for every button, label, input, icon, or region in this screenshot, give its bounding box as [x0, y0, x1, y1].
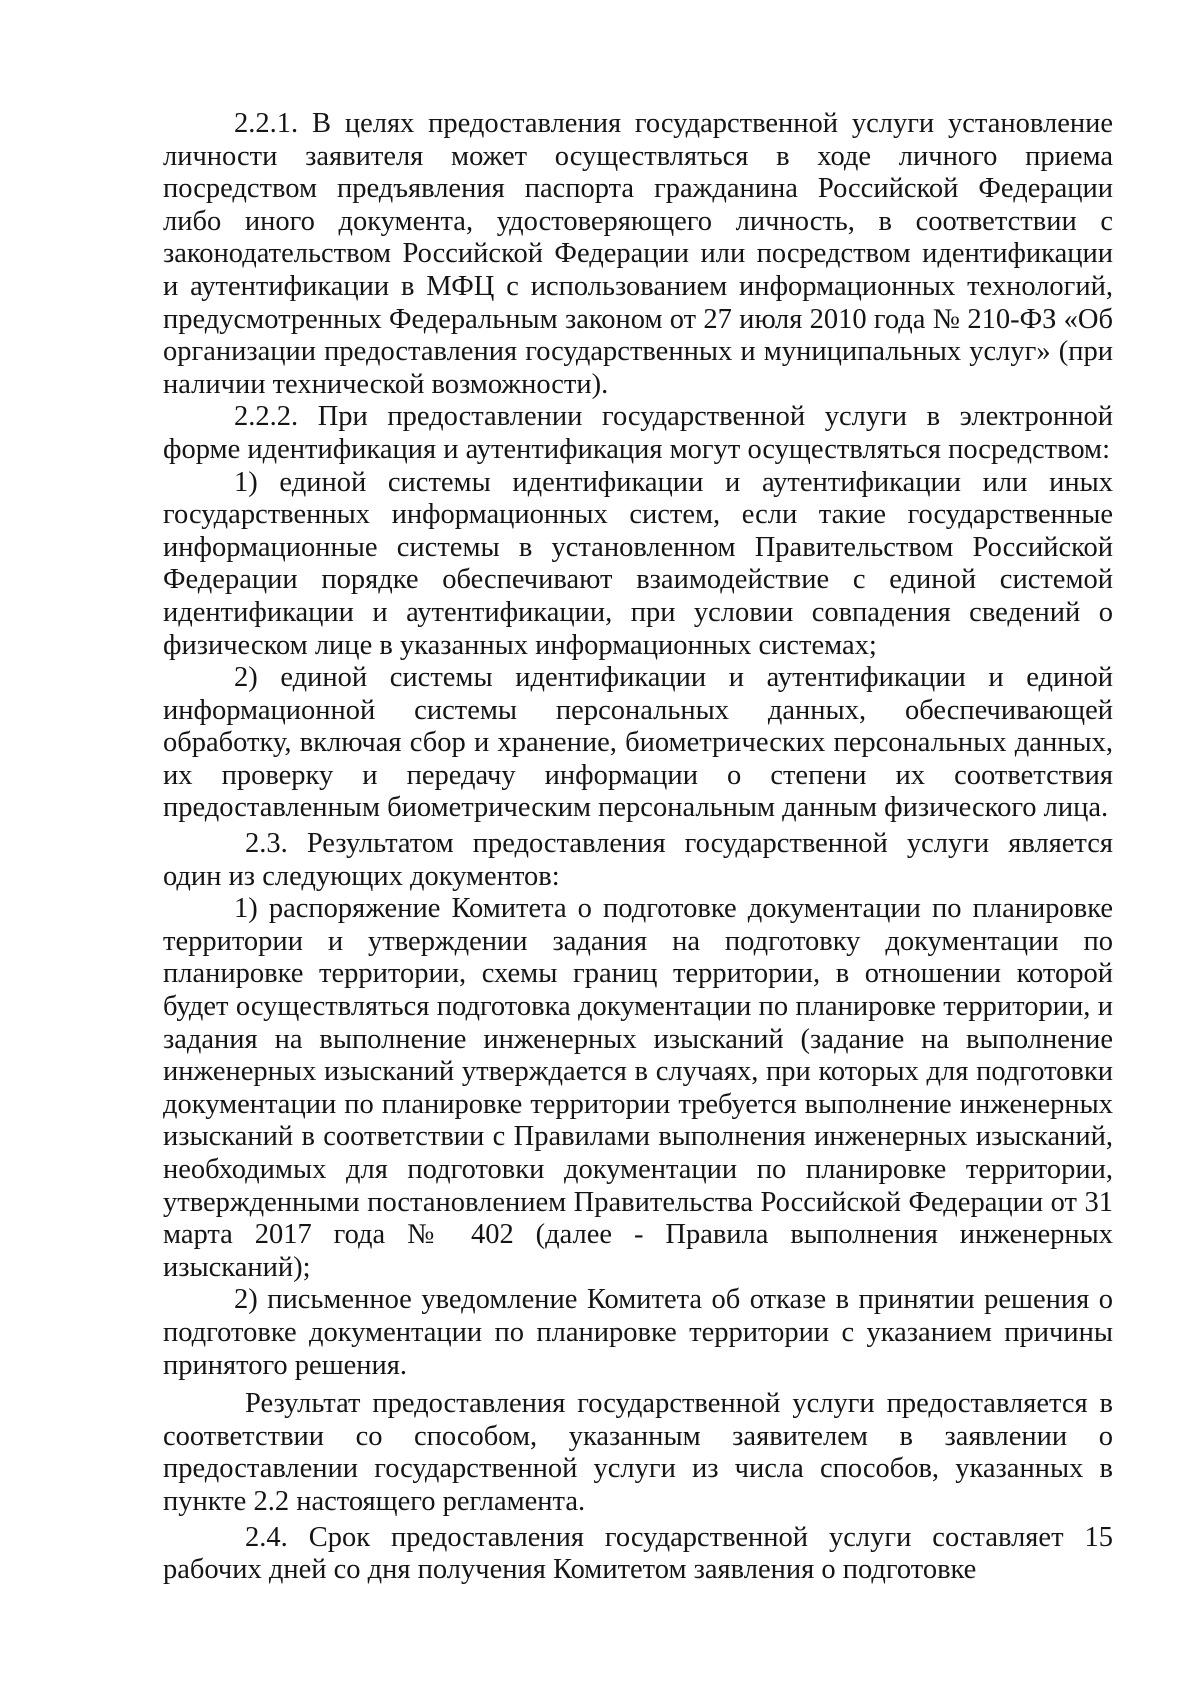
document-body	[163, 108, 1113, 1587]
list-item-esia: 1) единой системы идентификации и аутентификации или иных государственных информационных систем, если такие государственные информационные системы в установленном Правительством Российской Федерации порядке обеспечивают взаимодействие с единой системой идентификации и аутентификации, при условии совпадения сведений о физическом лице в указанных информационных системах;	[163, 466, 1113, 661]
list-item-order: 1) распоряжение Комитета о подготовке документации по планировке территории и утверждении задания на подготовку документации по планировке территории, схемы границ территории, в отношении которой будет осуществляться подготовка документации по планировке территории, и задания на выполнение инженерных изысканий (задание на выполнение инженерных изысканий утверждается в случаях, при которых для подготовки документации по планировке территории требуется выполнение инженерных изысканий в соответствии с Правилами выполнения инженерных изысканий, необходимых для подготовки документации по планировке территории, утвержденными постановлением Правительства Российской Федерации от 31 марта 2017 года № 402 (далее - Правила выполнения инженерных изысканий);	[163, 893, 1113, 1283]
paragraph-2-2-1: 2.2.1. В целях предоставления государственной услуги установление личности заявителя может осуществляться в ходе личного приема посредством предъявления паспорта гражданина Российской Федерации либо иного документа, удостоверяющего личность, в соответствии с законодательством Российской Федерации или посредством идентификации и аутентификации в МФЦ с использованием информационных технологий, предусмотренных Федеральным законом от 27 июля 2010 года № 210-ФЗ «Об организации предоставления государственных и муниципальных услуг» (при наличии технической возможности).	[163, 108, 1113, 400]
paragraph-2-4: 2.4. Срок предоставления государственной услуги составляет 15 рабочих дней со дня получения Комитетом заявления о подготовке	[163, 1521, 1113, 1586]
paragraph-2-3: 2.3. Результатом предоставления государственной услуги является один из следующих документов:	[163, 828, 1113, 892]
paragraph-result-delivery: Результат предоставления государственной услуги предоставляется в соответствии со способом, указанным заявителем в заявлении о предоставлении государственной услуги из числа способов, указанных в пункте 2.2 настоящего регламента.	[163, 1388, 1113, 1517]
paragraph-2-2-2: 2.2.2. При предоставлении государственной услуги в электронной форме идентификация и аутентификация могут осуществляться посредством:	[163, 401, 1113, 465]
list-item-biometric: 2) единой системы идентификации и аутентификации и единой информационной системы персональных данных, обеспечивающей обработку, включая сбор и хранение, биометрических персональных данных, их проверку и передачу информации о степени их соответствия предоставленным биометрическим персональным данным физического лица.	[163, 662, 1113, 824]
list-item-refusal: 2) письменное уведомление Комитета об отказе в принятии решения о подготовке документации по планировке территории с указанием причины принятого решения.	[163, 1284, 1113, 1381]
